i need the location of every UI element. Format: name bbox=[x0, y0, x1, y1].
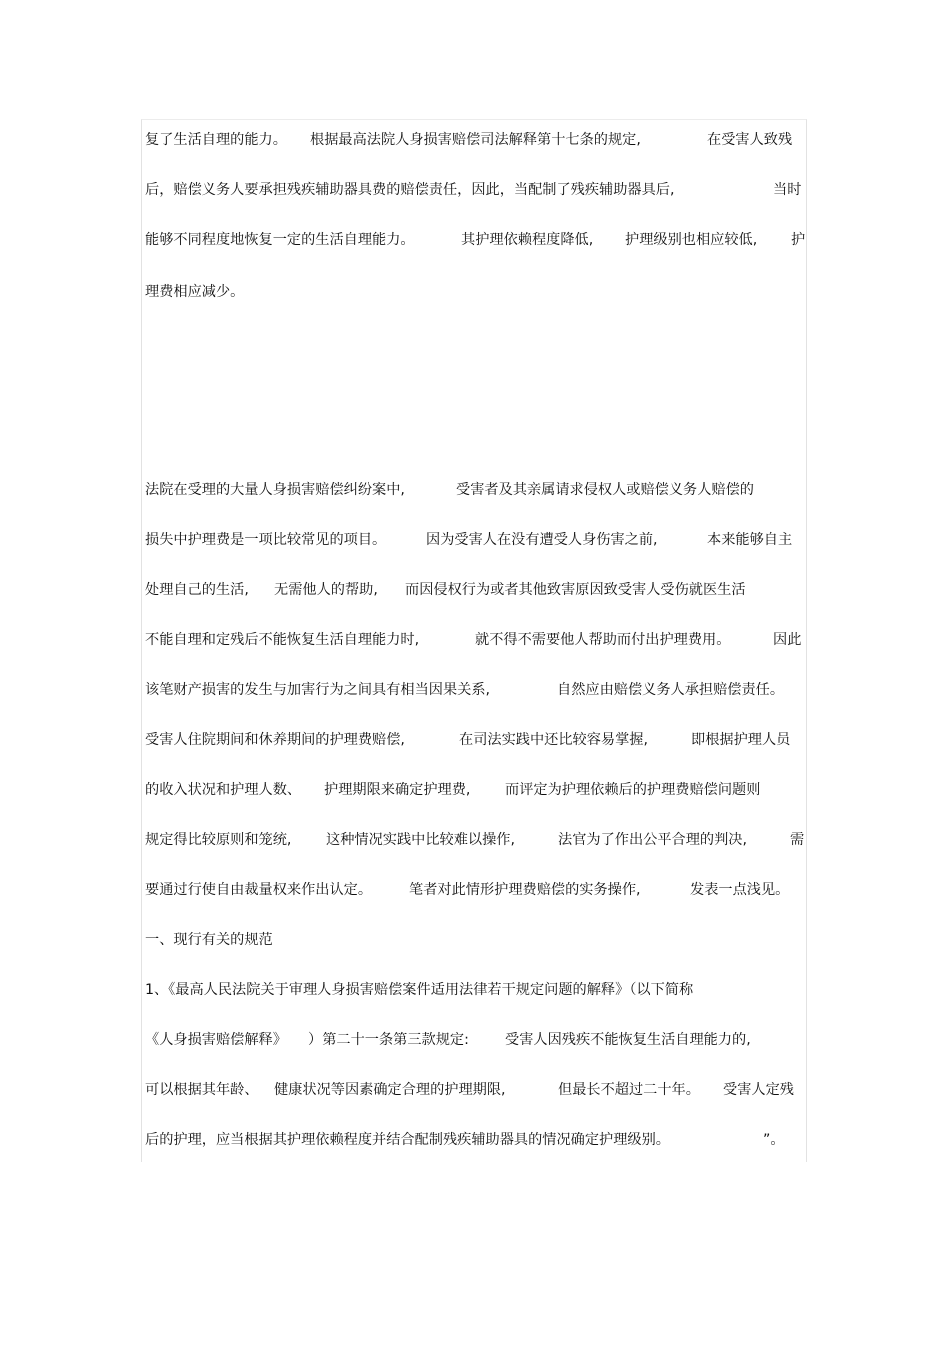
text-line bbox=[145, 828, 805, 852]
text-line bbox=[145, 878, 805, 902]
text-line bbox=[145, 528, 805, 552]
text-segment: 法院在受理的大量人身损害赔偿纠纷案中, bbox=[145, 482, 405, 498]
text-segment: 笔者对此情形护理费赔偿的实务操作, bbox=[409, 882, 641, 898]
text-line bbox=[145, 128, 805, 152]
text-segment: 在司法实践中还比较容易掌握, bbox=[459, 732, 648, 748]
text-segment: 一、现行有关的规范 bbox=[145, 932, 273, 948]
text-segment: 能够不同程度地恢复一定的生活自理能力。 bbox=[145, 232, 415, 248]
text-segment: 因此 bbox=[773, 632, 802, 648]
text-line bbox=[145, 978, 805, 1002]
text-segment: 受害者及其亲属请求侵权人或赔偿义务人赔偿的 bbox=[456, 482, 754, 498]
section-heading bbox=[145, 928, 805, 952]
text-segment: 法官为了作出公平合理的判决, bbox=[558, 832, 747, 848]
text-segment: 这种情况实践中比较难以操作, bbox=[326, 832, 515, 848]
text-line bbox=[145, 578, 805, 602]
text-line bbox=[145, 778, 805, 802]
text-line bbox=[145, 1128, 805, 1152]
text-segment: 护理级别也相应较低, bbox=[625, 232, 758, 248]
text-line bbox=[145, 628, 805, 652]
text-segment: 需 bbox=[790, 832, 805, 848]
text-segment: 而评定为护理依赖后的护理费赔偿问题则 bbox=[505, 782, 761, 798]
text-segment: 《人身损害赔偿解释》 bbox=[145, 1032, 287, 1048]
text-line bbox=[145, 678, 805, 702]
text-segment: 后，赔偿义务人要承担残疾辅助器具费的赔偿责任，因此，当配制了残疾辅助器具后, bbox=[145, 182, 675, 198]
text-segment: 根据最高法院人身损害赔偿司法解释第十七条的规定, bbox=[310, 132, 641, 148]
text-segment: 健康状况等因素确定合理的护理期限, bbox=[274, 1082, 506, 1098]
text-segment: 而因侵权行为或者其他致害原因致受害人受伤就医生活 bbox=[405, 582, 746, 598]
text-line bbox=[145, 178, 805, 202]
text-segment: ）第二十一条第三款规定: bbox=[308, 1032, 469, 1048]
text-segment: 后的护理，应当根据其护理依赖程度并结合配制残疾辅助器具的情况确定护理级别。 bbox=[145, 1132, 670, 1148]
text-line bbox=[145, 1028, 805, 1052]
text-line bbox=[145, 478, 805, 502]
text-segment: 其护理依赖程度降低, bbox=[461, 232, 594, 248]
text-segment: 受害人因残疾不能恢复生活自理能力的, bbox=[505, 1032, 751, 1048]
text-segment: 发表一点浅见。 bbox=[690, 882, 790, 898]
text-segment: 护理期限来确定护理费, bbox=[324, 782, 471, 798]
text-line bbox=[145, 280, 805, 304]
text-segment: 该笔财产损害的发生与加害行为之间具有相当因果关系, bbox=[145, 682, 491, 698]
text-segment: 无需他人的帮助, bbox=[274, 582, 378, 598]
text-line bbox=[145, 728, 805, 752]
text-segment: 处理自己的生活, bbox=[145, 582, 249, 598]
text-segment: 不能自理和定残后不能恢复生活自理能力时, bbox=[145, 632, 420, 648]
text-segment: 即根据护理人员 bbox=[691, 732, 791, 748]
text-segment: ”。 bbox=[763, 1132, 785, 1148]
text-segment: 但最长不超过二十年。 bbox=[558, 1082, 700, 1098]
text-segment: 规定得比较原则和笼统, bbox=[145, 832, 292, 848]
text-segment: 复了生活自理的能力。 bbox=[145, 132, 287, 148]
text-segment: 可以根据其年龄、 bbox=[145, 1082, 259, 1098]
text-line bbox=[145, 228, 805, 252]
text-segment: 因为受害人在没有遭受人身伤害之前, bbox=[426, 532, 658, 548]
text-segment: 就不得不需要他人帮助而付出护理费用。 bbox=[475, 632, 731, 648]
text-segment: 1、《最高人民法院关于审理人身损害赔偿案件适用法律若干规定问题的解释》（以下简称 bbox=[145, 982, 694, 998]
text-segment: 受害人定残 bbox=[723, 1082, 794, 1098]
text-segment: 本来能够自主 bbox=[707, 532, 793, 548]
text-segment: 受害人住院期间和休养期间的护理费赔偿, bbox=[145, 732, 405, 748]
text-segment: 在受害人致残 bbox=[707, 132, 793, 148]
text-segment: 损失中护理费是一项比较常见的项目。 bbox=[145, 532, 387, 548]
text-segment: 的收入状况和护理人数、 bbox=[145, 782, 302, 798]
text-line bbox=[145, 1078, 805, 1102]
text-segment: 自然应由赔偿义务人承担赔偿责任。 bbox=[557, 682, 785, 698]
text-segment: 理费相应减少。 bbox=[145, 284, 245, 300]
text-segment: 要通过行使自由裁量权来作出认定。 bbox=[145, 882, 373, 898]
text-segment: 护 bbox=[791, 232, 806, 248]
text-segment: 当时 bbox=[773, 182, 802, 198]
